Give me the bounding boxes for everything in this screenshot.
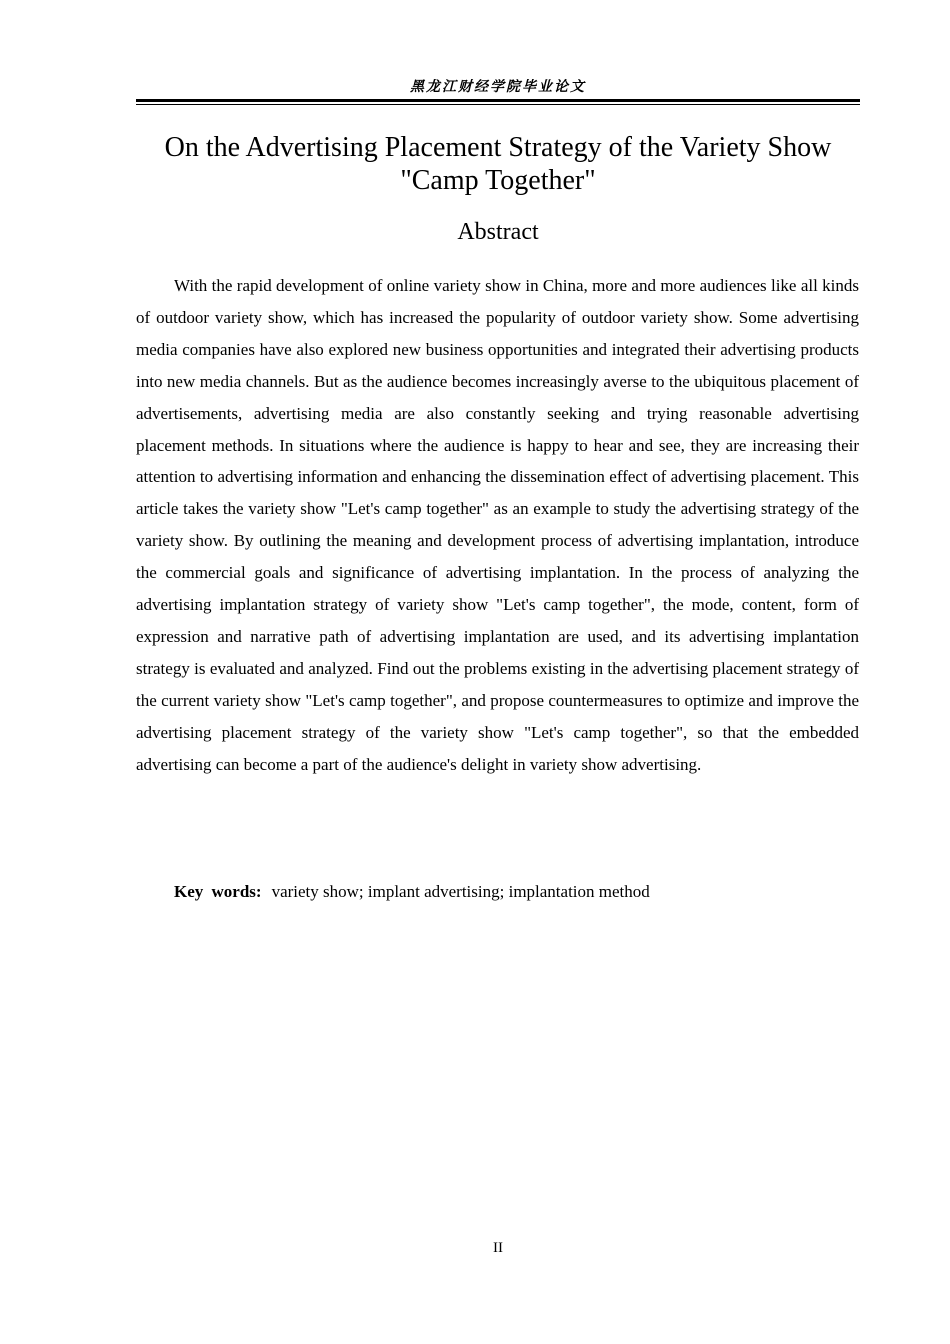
- header-rule-thick: [136, 99, 860, 102]
- page-number: II: [493, 1240, 503, 1256]
- abstract-heading: Abstract: [457, 219, 539, 245]
- paper-title: On the Advertising Placement Strategy of the Variety Show "Camp Together": [164, 132, 832, 196]
- header-rule-thin: [136, 104, 860, 105]
- keywords-label: Key words:: [174, 882, 262, 901]
- running-header: 黑龙江财经学院毕业论文: [410, 79, 586, 95]
- keywords-line: [174, 878, 860, 906]
- keywords-text: variety show; implant advertising; implantation method: [271, 882, 650, 901]
- abstract-body: With the rapid development of online variety show in China, more and more audiences like all kinds of outdoor variety show, which has increased the popularity of outdoor variety show. Some advertising media companies have also explored new business opportunities and integrated their advertising products into new media channels. But as the audience becomes increasingly averse to the ubiquitous placement of advertisements, advertising media are also constantly seeking and trying reasonable advertising placement methods. In situations where the audience is happy to hear and see, they are increasing their attention to advertising information and enhancing the dissemination effect of advertising placement. This article takes the variety show "Let's camp together" as an example to study the advertising strategy of the variety show. By outlining the meaning and development process of advertising implantation, introduce the commercial goals and significance of advertising implantation. In the process of analyzing the advertising implantation strategy of variety show "Let's camp together", the mode, content, form of expression and narrative path of advertising implantation are used, and its advertising implantation strategy is evaluated and analyzed. Find out the problems existing in the advertising placement strategy of the current variety show "Let's camp together", and propose countermeasures to optimize and improve the advertising placement strategy of the variety show "Let's camp together", so that the embedded advertising can become a part of the audience's delight in variety show advertising.: [136, 276, 859, 774]
